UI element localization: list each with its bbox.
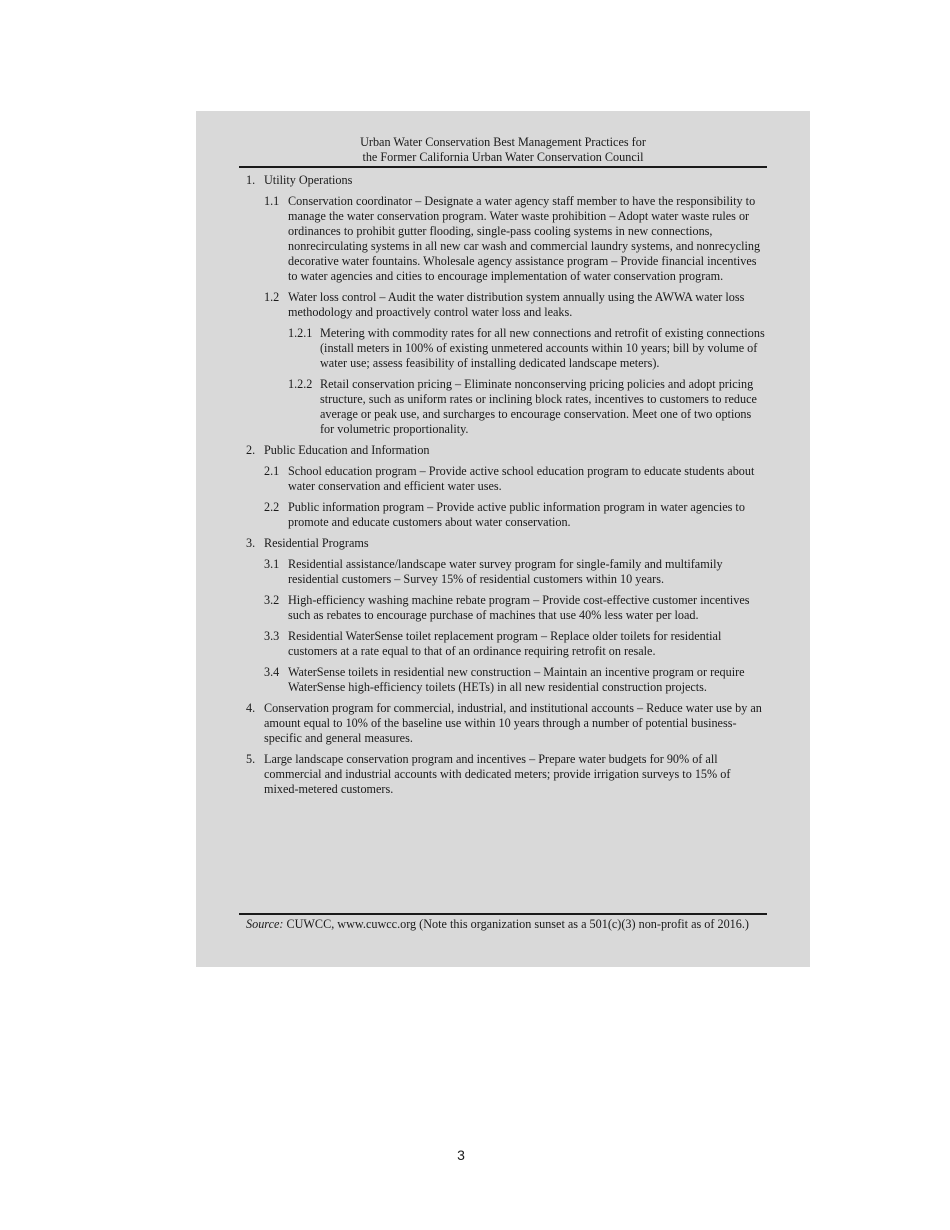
item-text: School education program – Provide active school education program to educate students about water conservation and efficient water uses. — [288, 464, 755, 493]
section-5 — [246, 752, 766, 797]
item-text: Public information program – Provide active public information program in water agencies to promote and educate customers about water conservation. — [288, 500, 745, 529]
item-text: Metering with commodity rates for all new connections and retrofit of existing connections (install meters in 100% of existing unmetered accounts within 10 years; bill by volume of water use; assess feasibility of installing dedicated landscape meters). — [320, 326, 765, 370]
item-text: Residential assistance/landscape water survey program for single-family and multifamily residential customers – Survey 15% of residential customers within 10 years. — [288, 557, 723, 586]
item-number: 2.1 — [264, 464, 280, 478]
section-title: Residential Programs — [264, 536, 369, 550]
section-4 — [246, 701, 766, 746]
source-note — [246, 917, 762, 932]
item-number: 1.2 — [264, 290, 280, 304]
section-number: 3. — [246, 536, 256, 550]
item-1-1 — [246, 194, 766, 284]
item-2-1 — [246, 464, 766, 494]
source-text: CUWCC, www.cuwcc.org (Note this organization sunset as a 501(c)(3) non-profit as of 2016.) — [286, 917, 749, 931]
section-number: 1. — [246, 173, 256, 187]
bmp-list — [246, 173, 766, 803]
source-label: Source: — [246, 917, 284, 931]
item-3-2 — [246, 593, 766, 623]
table-title — [196, 135, 810, 164]
item-number: 3.2 — [264, 593, 280, 607]
section-2 — [246, 443, 766, 458]
item-number: 1.2.1 — [288, 326, 313, 340]
item-1-2-1 — [246, 326, 766, 371]
section-number: 4. — [246, 701, 256, 715]
item-number: 3.3 — [264, 629, 280, 643]
section-text: Large landscape conservation program and incentives – Prepare water budgets for 90% of all commercial and industrial accounts with dedicated meters; provide irrigation surveys to 15% of mixed-metered customers. — [264, 752, 731, 796]
item-text: High-efficiency washing machine rebate program – Provide cost-effective customer incentives such as rebates to encourage purchase of machines that use 40% less water per load. — [288, 593, 750, 622]
item-2-2 — [246, 500, 766, 530]
item-text: Retail conservation pricing – Eliminate nonconserving pricing policies and adopt pricing structure, such as uniform rates or inclining block rates, incentives to customers to reduce average or peak use, and surcharges to encourage conservation. Meet one of two options for volumetric proportionality. — [320, 377, 757, 436]
section-number: 5. — [246, 752, 256, 766]
title-line-2: the Former California Urban Water Conservation Council — [362, 149, 644, 164]
item-3-3 — [246, 629, 766, 659]
section-title: Public Education and Information — [264, 443, 430, 457]
section-1 — [246, 173, 766, 188]
item-number: 2.2 — [264, 500, 280, 514]
bmp-table-box — [196, 111, 810, 967]
item-text: Residential WaterSense toilet replacement program – Replace older toilets for residential customers at a rate equal to that of an ordinance requiring retrofit on resale. — [288, 629, 722, 658]
item-3-1 — [246, 557, 766, 587]
section-3 — [246, 536, 766, 551]
item-number: 1.2.2 — [288, 377, 313, 391]
item-text: WaterSense toilets in residential new construction – Maintain an incentive program or require WaterSense high-efficiency toilets (HETs) in all new residential construction projects. — [288, 665, 745, 694]
item-text: Conservation coordinator – Designate a water agency staff member to have the responsibility to manage the water conservation program. Water waste prohibition – Adopt water waste rules or ordinances to prohibit gutter flooding, single-pass cooling systems in new connections, nonrecirculating systems in all new car wash and commercial laundry systems, and nonrecycling decorative water fountains. Wholesale agency assistance program – Provide financial incentives to water agencies and cities to encourage implementation of water conservation program. — [288, 194, 761, 283]
section-title: Utility Operations — [264, 173, 353, 187]
item-1-2 — [246, 290, 766, 320]
item-number: 3.1 — [264, 557, 280, 571]
item-number: 1.1 — [264, 194, 280, 208]
item-number: 3.4 — [264, 665, 280, 679]
bottom-rule — [239, 913, 767, 915]
section-number: 2. — [246, 443, 256, 457]
item-3-4 — [246, 665, 766, 695]
top-rule — [239, 166, 767, 168]
title-line-1: Urban Water Conservation Best Management Practices for — [360, 135, 646, 149]
page-number: 3 — [457, 1147, 465, 1163]
item-1-2-2 — [246, 377, 766, 437]
section-text: Conservation program for commercial, industrial, and institutional accounts – Reduce water use by an amount equal to 10% of the baseline use within 10 years through a number of potential business-specific and general measures. — [264, 701, 762, 745]
item-text: Water loss control – Audit the water distribution system annually using the AWWA water loss methodology and proactively control water loss and leaks. — [288, 290, 745, 319]
